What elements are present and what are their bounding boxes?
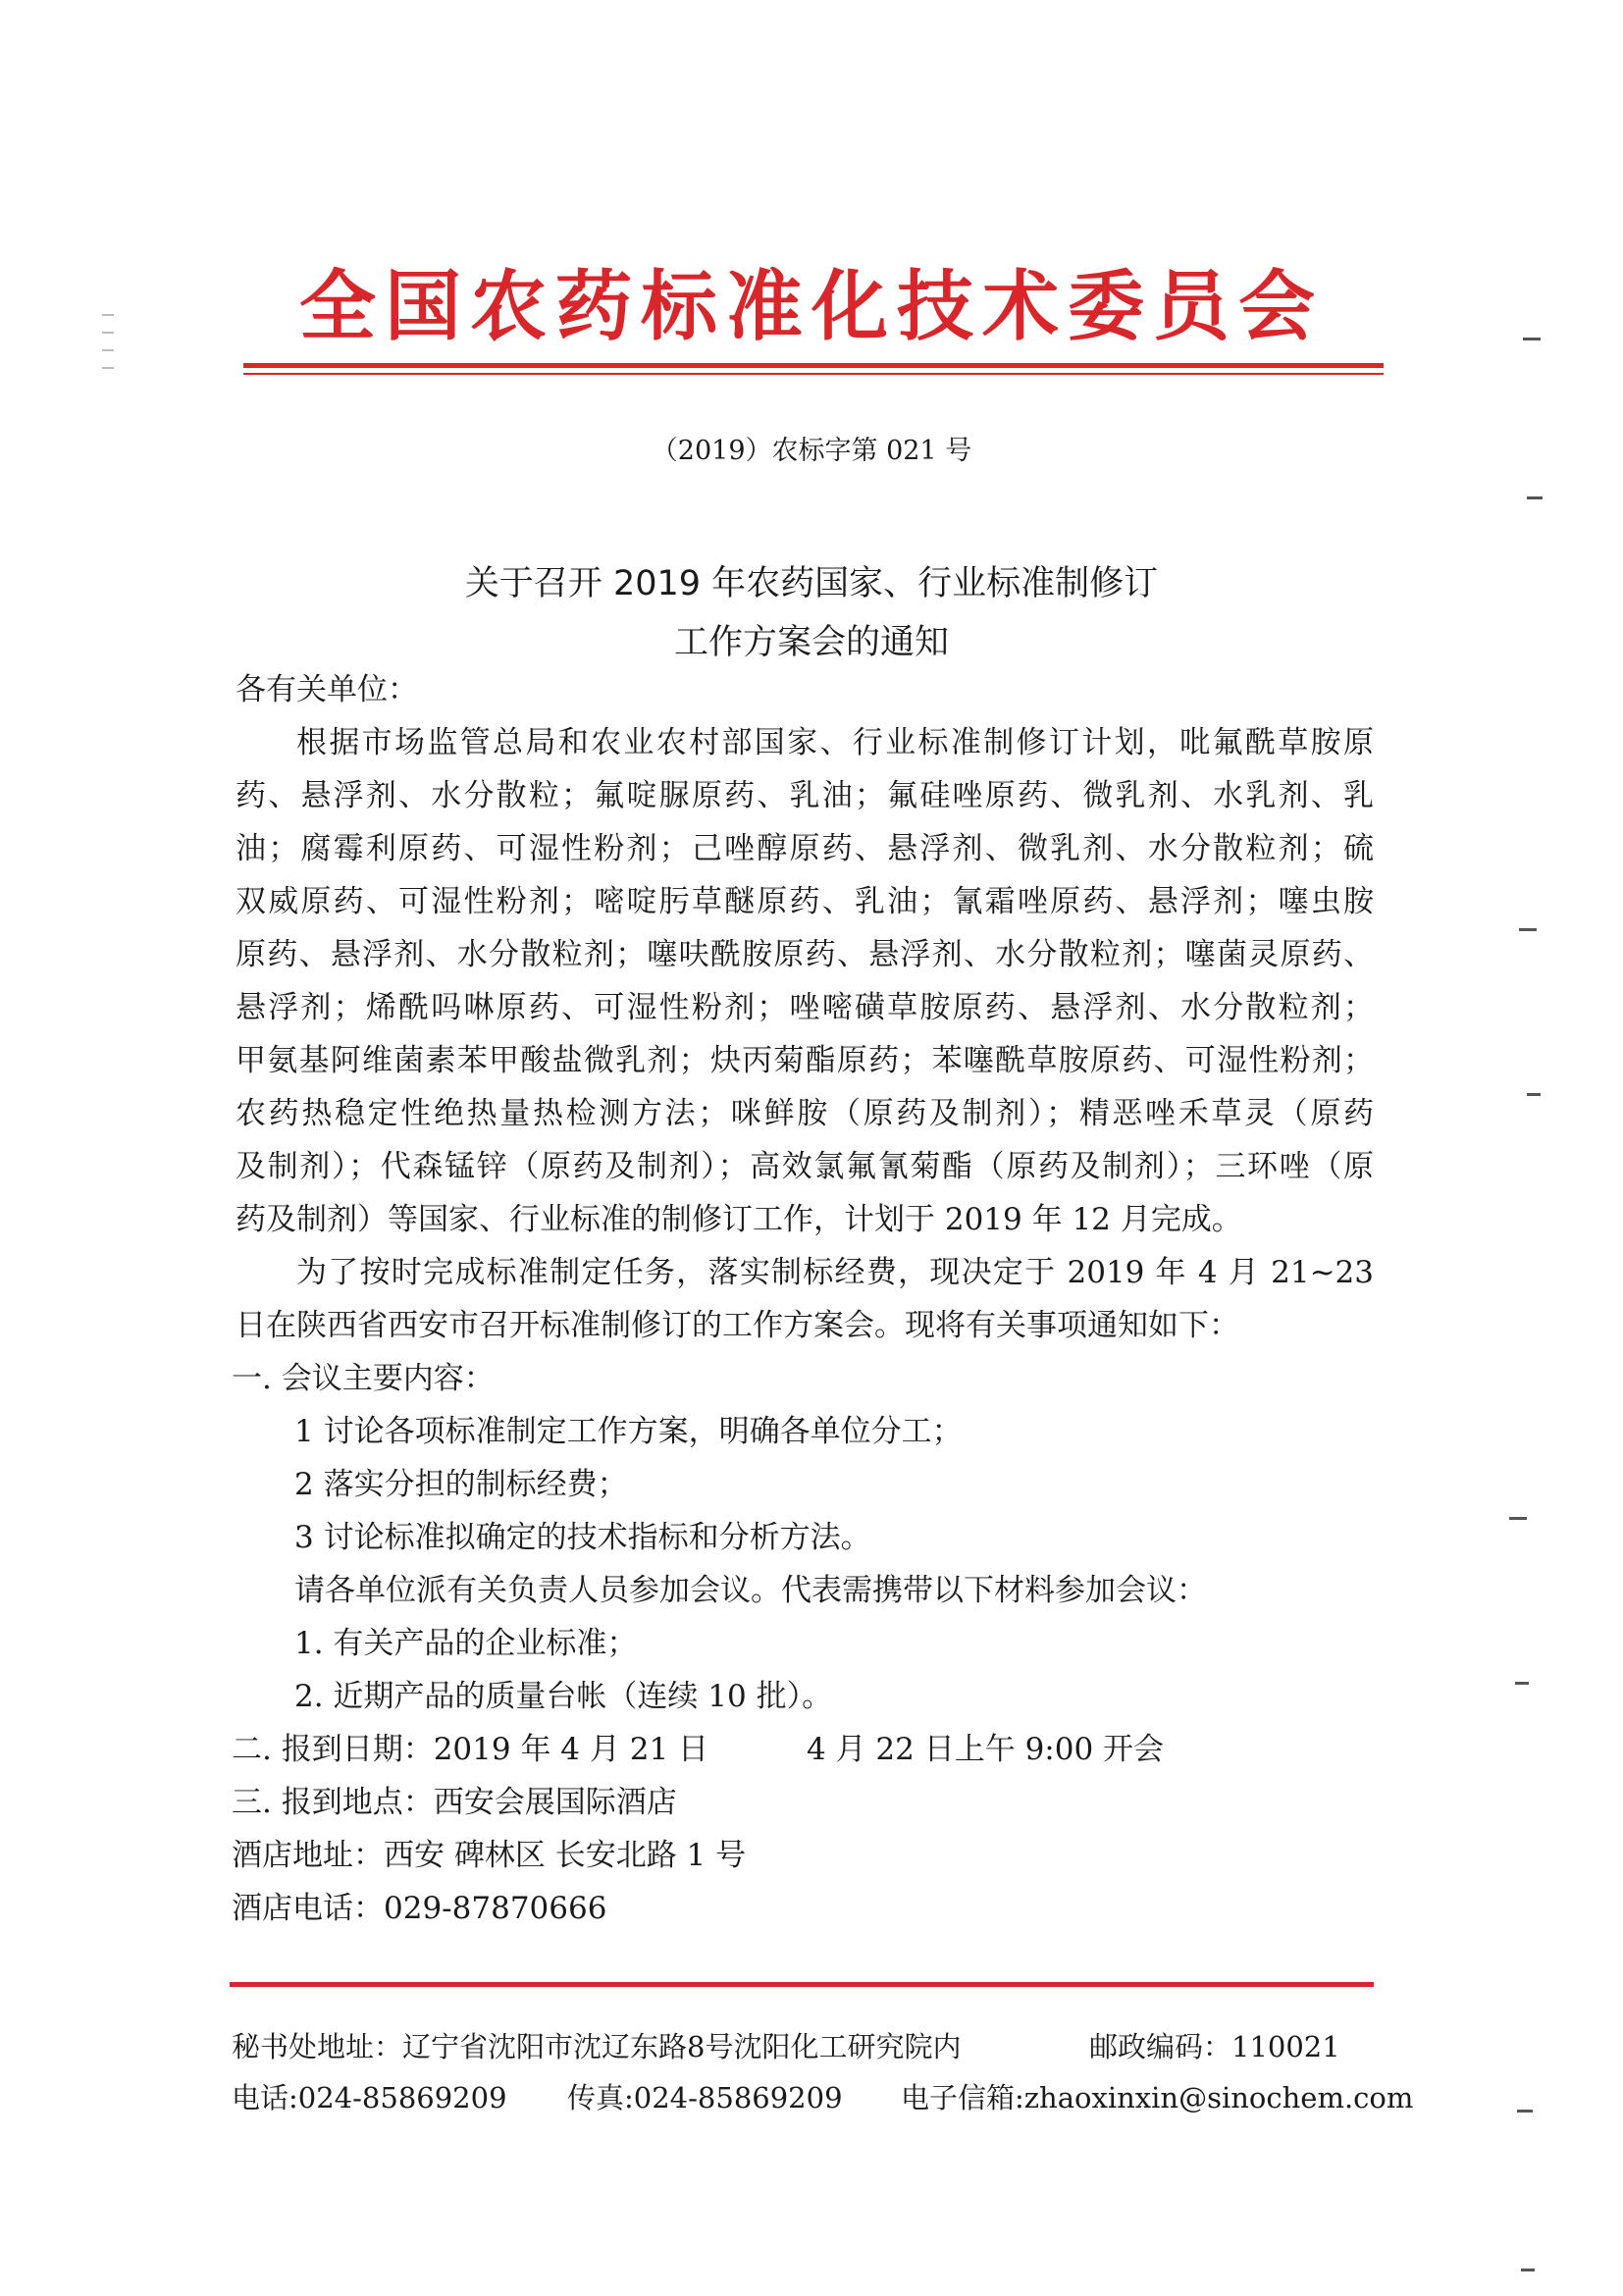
paragraph-line: 根据市场监管总局和农业农村部国家、行业标准制修订计划，吡氟酰草胺原 xyxy=(296,725,1374,760)
header-red-rule-thin xyxy=(243,373,1384,375)
materials-item: 2. 近期产品的质量台帐（连续 10 批）。 xyxy=(294,1679,833,1714)
footer-tel: 电话:024-85869209 xyxy=(232,2081,507,2114)
section-heading-meeting-content: 一. 会议主要内容： xyxy=(232,1361,495,1396)
meeting-content-item: 3 讨论标准拟确定的技术指标和分析方法。 xyxy=(294,1520,871,1555)
paragraph-standards-list xyxy=(236,716,1374,1246)
meeting-start-time: 4 月 22 日上午 9:00 开会 xyxy=(807,1732,1165,1767)
paragraph-line: 日在陕西省西安市召开标准制修订的工作方案会。现将有关事项通知如下： xyxy=(236,1308,1239,1343)
margin-tick xyxy=(102,314,114,316)
footer-secretariat-address: 秘书处地址：辽宁省沈阳市沈辽东路8号沈阳化工研究院内 xyxy=(232,2030,962,2063)
margin-tick xyxy=(102,367,114,369)
paragraph-line: 药及制剂）等国家、行业标准的制修订工作，计划于 2019 年 12 月完成。 xyxy=(236,1202,1242,1237)
notice-title-line-2: 工作方案会的通知 xyxy=(673,623,949,662)
scan-mark xyxy=(1523,338,1541,340)
scan-mark xyxy=(1509,1517,1527,1520)
margin-tick xyxy=(102,349,114,351)
document-number: （2019）农标字第 021 号 xyxy=(651,436,972,466)
scan-mark xyxy=(1527,1093,1541,1096)
paragraph-meeting-decision xyxy=(236,1246,1374,1352)
footer-red-rule xyxy=(230,1982,1374,1987)
header-red-rule xyxy=(243,363,1384,368)
materials-item: 1. 有关产品的企业标准； xyxy=(294,1626,638,1661)
paragraph-line: 及制剂）；代森锰锌（原药及制剂）；高效氯氟氰菊酯（原药及制剂）；三环唑（原 xyxy=(236,1149,1374,1184)
footer-fax: 传真:024-85869209 xyxy=(567,2081,843,2114)
footer-postcode: 邮政编码：110021 xyxy=(1089,2030,1340,2063)
section-heading-registration-date: 二. 报到日期：2019 年 4 月 21 日 xyxy=(232,1732,709,1767)
footer-email: 电子信箱:zhaoxinxin@sinochem.com xyxy=(901,2081,1414,2114)
scan-mark xyxy=(1517,2110,1533,2113)
hotel-phone: 酒店电话：029-87870666 xyxy=(232,1891,607,1926)
margin-tick xyxy=(102,332,114,334)
paragraph-line: 药、悬浮剂、水分散粒；氟啶脲原药、乳油；氟硅唑原药、微乳剂、水乳剂、乳 xyxy=(236,778,1374,813)
organization-title: 全国农药标准化技术委员会 xyxy=(298,263,1324,351)
paragraph-line: 原药、悬浮剂、水分散粒剂；噻呋酰胺原药、悬浮剂、水分散粒剂；噻菌灵原药、 xyxy=(236,937,1374,972)
scan-mark xyxy=(1527,496,1543,499)
scan-mark xyxy=(1515,1682,1529,1685)
scan-mark xyxy=(1521,2269,1535,2271)
meeting-content-item: 2 落实分担的制标经费； xyxy=(294,1467,628,1502)
materials-request: 请各单位派有关负责人员参加会议。代表需携带以下材料参加会议： xyxy=(294,1573,1207,1608)
paragraph-line: 为了按时完成标准制定任务，落实制标经费，现决定于 2019 年 4 月 21~23 xyxy=(296,1255,1374,1290)
salutation: 各有关单位： xyxy=(236,672,418,707)
notice-title-line-1: 关于召开 2019 年农药国家、行业标准制修订 xyxy=(464,564,1159,603)
paragraph-line: 双威原药、可湿性粉剂；嘧啶肟草醚原药、乳油；氰霜唑原药、悬浮剂；噻虫胺 xyxy=(236,884,1374,919)
meeting-content-item: 1 讨论各项标准制定工作方案，明确各单位分工； xyxy=(294,1414,963,1449)
hotel-address: 酒店地址：西安 碑林区 长安北路 1 号 xyxy=(232,1838,747,1873)
paragraph-line: 农药热稳定性绝热量热检测方法；咪鲜胺（原药及制剂）；精恶唑禾草灵（原药 xyxy=(236,1096,1374,1131)
section-heading-registration-place: 三. 报到地点：西安会展国际酒店 xyxy=(232,1785,677,1820)
paragraph-line: 悬浮剂；烯酰吗啉原药、可湿性粉剂；唑嘧磺草胺原药、悬浮剂、水分散粒剂； xyxy=(236,990,1374,1025)
paragraph-line: 甲氨基阿维菌素苯甲酸盐微乳剂；炔丙菊酯原药；苯噻酰草胺原药、可湿性粉剂； xyxy=(236,1043,1374,1078)
scan-mark xyxy=(1519,928,1537,931)
paragraph-line: 油；腐霉利原药、可湿性粉剂；己唑醇原药、悬浮剂、微乳剂、水分散粒剂；硫 xyxy=(236,831,1374,866)
